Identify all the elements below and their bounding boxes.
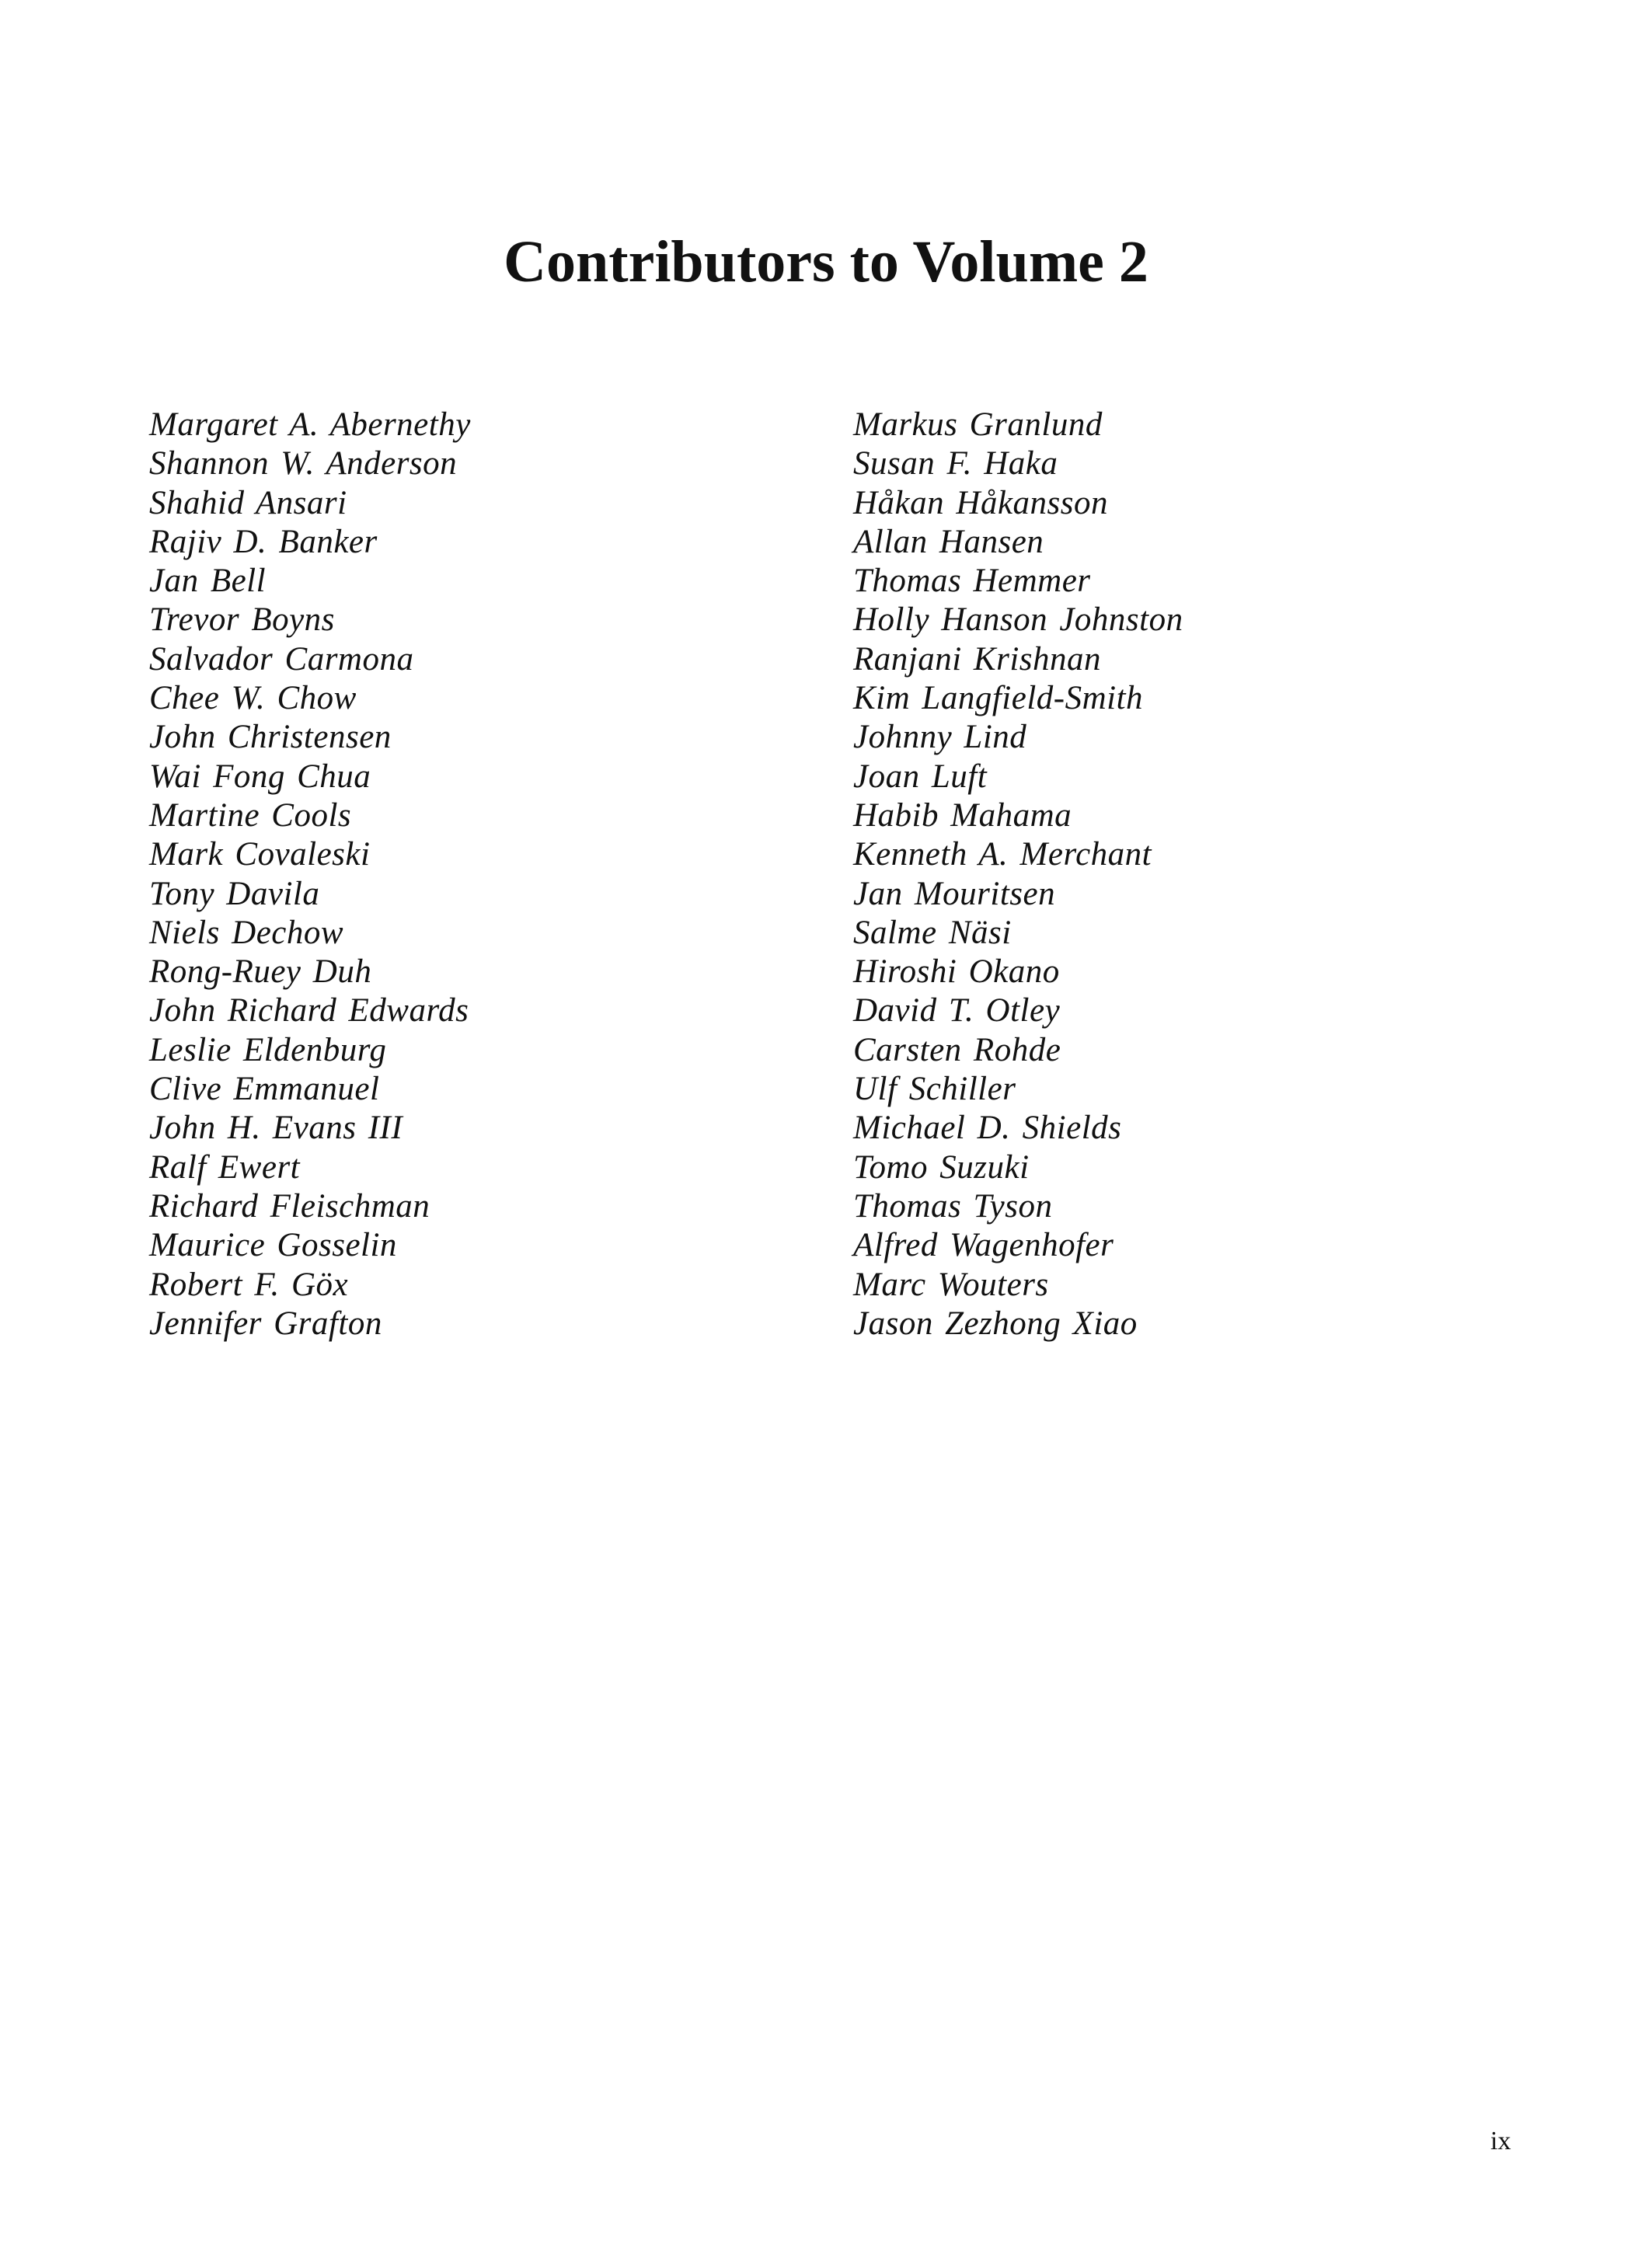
contributor-name: Joan Luft	[853, 758, 988, 795]
contributor-name: Alfred Wagenhofer	[853, 1227, 1114, 1264]
contributor-name: David T. Otley	[853, 992, 1061, 1030]
contributor-name: Ulf Schiller	[853, 1071, 1016, 1108]
contributor-name: Rong-Ruey Duh	[149, 953, 372, 991]
contributor-name: John Richard Edwards	[149, 992, 469, 1030]
contributor-name: Michael D. Shields	[853, 1110, 1122, 1147]
contributor-name: Trevor Boyns	[149, 601, 335, 639]
contributor-name: Jan Mouritsen	[853, 875, 1056, 912]
contributors-left-column	[149, 406, 471, 1343]
contributor-name: Markus Granlund	[853, 406, 1103, 443]
contributor-name: Wai Fong Chua	[149, 758, 371, 795]
contributor-name: Shannon W. Anderson	[149, 445, 458, 483]
contributor-name: Susan F. Haka	[853, 445, 1058, 483]
contributor-name: Ranjani Krishnan	[853, 640, 1102, 678]
contributor-name: Ralf Ewert	[149, 1148, 301, 1186]
contributor-name: Robert F. Göx	[149, 1266, 349, 1303]
contributor-name: Habib Mahama	[853, 796, 1072, 834]
contributor-name: Thomas Hemmer	[853, 563, 1091, 600]
contributor-name: Jan Bell	[149, 563, 267, 600]
contributor-name: Jason Zezhong Xiao	[853, 1305, 1138, 1342]
contributor-name: Kim Langfield-Smith	[853, 680, 1144, 717]
page-number: ix	[1490, 2127, 1511, 2155]
contributor-name: Clive Emmanuel	[149, 1071, 380, 1108]
contributor-name: Jennifer Grafton	[149, 1305, 382, 1342]
contributor-name: Chee W. Chow	[149, 680, 357, 717]
contributor-name: Allan Hansen	[853, 523, 1044, 560]
contributor-name: Shahid Ansari	[149, 484, 347, 521]
contributor-name: Hiroshi Okano	[853, 953, 1060, 991]
contributor-name: Marc Wouters	[853, 1266, 1049, 1303]
contributor-name: Richard Fleischman	[149, 1187, 430, 1225]
contributor-name: Martine Cools	[149, 796, 352, 834]
page-title: Contributors to Volume 2	[504, 229, 1148, 294]
contributor-name: Niels Dechow	[149, 914, 344, 951]
contributor-name: Rajiv D. Banker	[149, 523, 378, 560]
contributor-name: Leslie Eldenburg	[149, 1031, 387, 1068]
contributor-name: Kenneth A. Merchant	[853, 836, 1152, 873]
contributor-name: Holly Hanson Johnston	[853, 601, 1183, 639]
contributor-name: John H. Evans III	[149, 1110, 403, 1147]
contributor-name: Thomas Tyson	[853, 1187, 1053, 1225]
contributor-name: John Christensen	[149, 719, 392, 756]
contributor-name: Salvador Carmona	[149, 640, 414, 678]
contributor-name: Tony Davila	[149, 875, 320, 912]
contributors-right-column	[853, 406, 1183, 1343]
contributor-name: Salme Näsi	[853, 914, 1012, 951]
contributor-name: Maurice Gosselin	[149, 1227, 397, 1264]
contributor-name: Håkan Håkansson	[853, 484, 1108, 521]
contributor-name: Johnny Lind	[853, 719, 1027, 756]
contributor-name: Mark Covaleski	[149, 836, 371, 873]
contributor-name: Tomo Suzuki	[853, 1148, 1030, 1186]
contributor-name: Margaret A. Abernethy	[149, 406, 471, 443]
contributor-name: Carsten Rohde	[853, 1031, 1061, 1068]
